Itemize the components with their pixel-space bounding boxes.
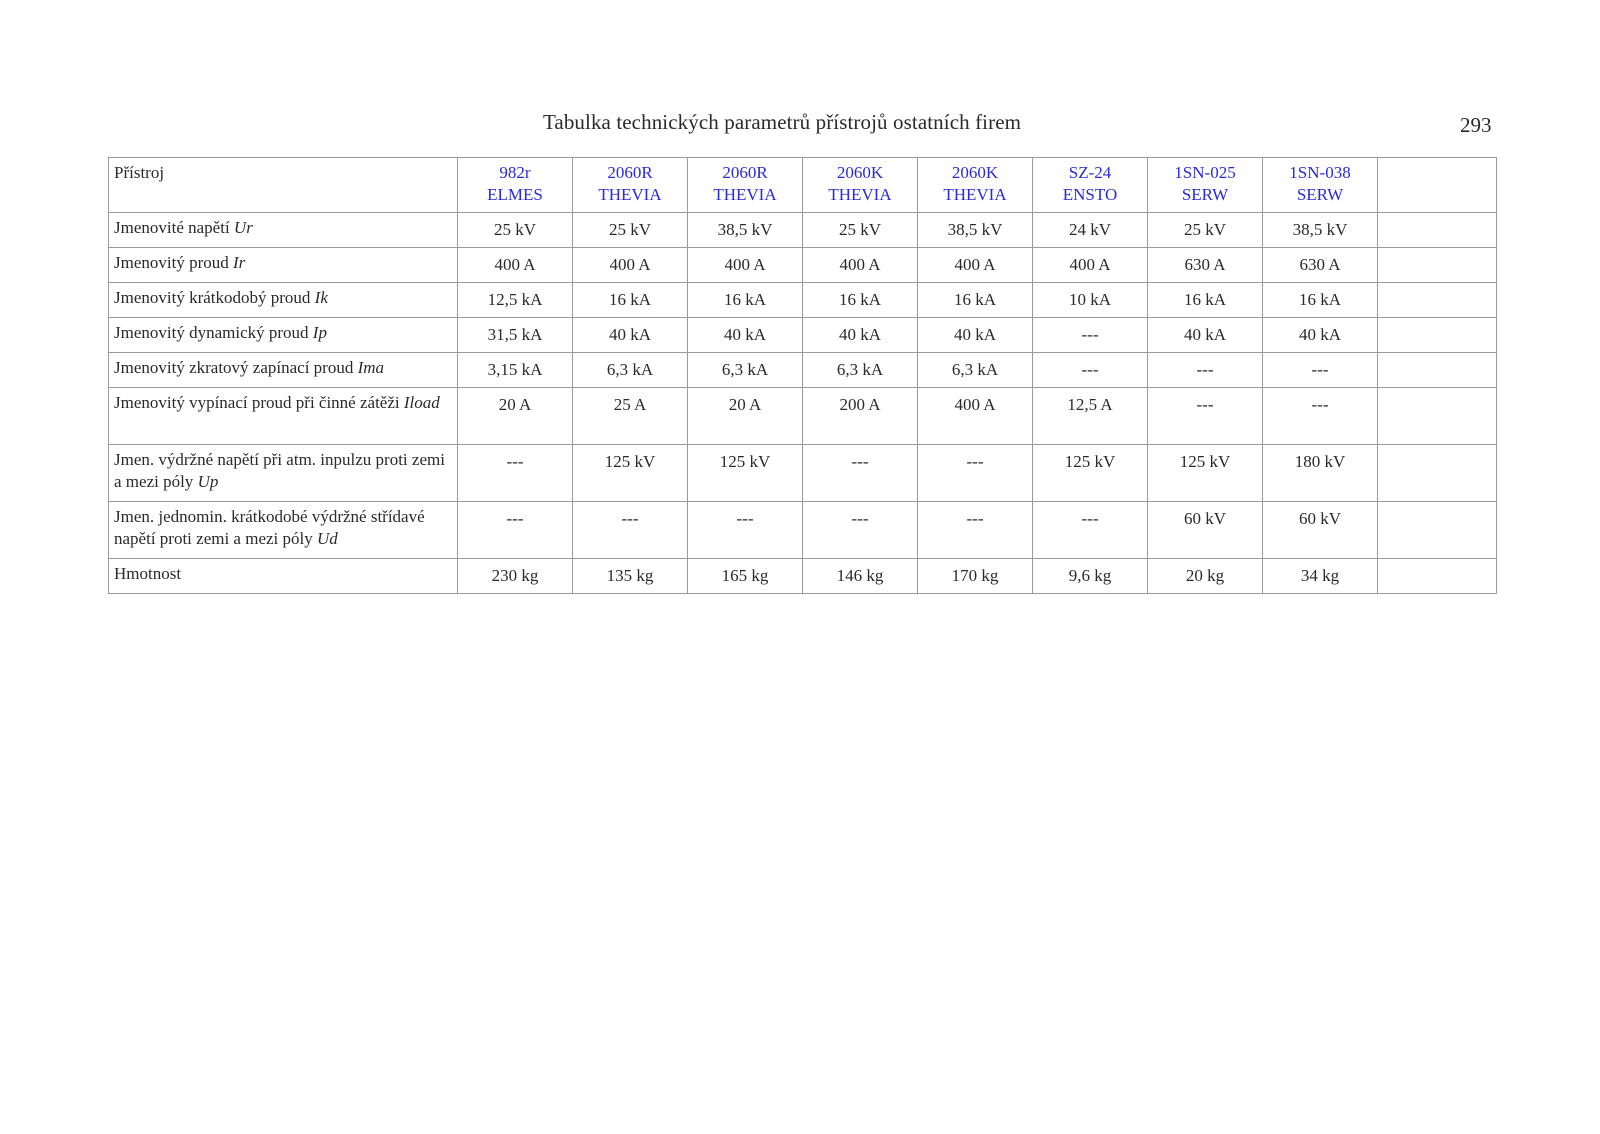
table-cell: 60 kV [1148, 502, 1263, 559]
table-cell: --- [918, 502, 1033, 559]
page-number: 293 [1460, 113, 1492, 137]
table-cell: 3,15 kA [458, 353, 573, 388]
table-cell: --- [1033, 318, 1148, 353]
table-cell: 25 A [573, 388, 688, 445]
table-row [109, 318, 1497, 353]
row-label [109, 213, 458, 248]
row-label [109, 445, 458, 502]
device-header [458, 158, 573, 213]
table-row [109, 283, 1497, 318]
table-cell: 25 kV [458, 213, 573, 248]
device-maker: THEVIA [598, 185, 662, 204]
row-label-text: Jmenovitý proud [114, 253, 229, 272]
table-cell: --- [803, 445, 918, 502]
table-cell: 38,5 kV [688, 213, 803, 248]
table-cell: 34 kg [1263, 559, 1378, 594]
row-label [109, 353, 458, 388]
table-cell: 20 A [688, 388, 803, 445]
empty-cell [1378, 388, 1497, 445]
device-header [688, 158, 803, 213]
table-cell: 400 A [918, 388, 1033, 445]
table-cell: 25 kV [573, 213, 688, 248]
device-model: 2060R [722, 163, 768, 182]
row-label [109, 318, 458, 353]
table-cell: 40 kA [688, 318, 803, 353]
table-cell: 40 kA [1263, 318, 1378, 353]
device-maker: THEVIA [943, 185, 1007, 204]
table-cell: --- [458, 502, 573, 559]
device-maker: ELMES [487, 185, 543, 204]
device-header [1033, 158, 1148, 213]
row-symbol: Up [197, 472, 219, 491]
table-cell: 16 kA [688, 283, 803, 318]
empty-cell [1378, 353, 1497, 388]
empty-cell [1378, 213, 1497, 248]
row-symbol: Ur [233, 218, 253, 237]
row-label-text: Jmenovitý krátkodobý proud [114, 288, 311, 307]
table-cell: 38,5 kV [1263, 213, 1378, 248]
table-cell: --- [918, 445, 1033, 502]
table-cell: --- [803, 502, 918, 559]
table-cell: 24 kV [1033, 213, 1148, 248]
row-label [109, 248, 458, 283]
device-model: 2060K [836, 163, 884, 182]
table-row [109, 559, 1497, 594]
device-maker: THEVIA [828, 185, 892, 204]
table-cell: 40 kA [918, 318, 1033, 353]
table-cell: 6,3 kA [688, 353, 803, 388]
row-label [109, 502, 458, 559]
table-cell: 6,3 kA [918, 353, 1033, 388]
row-label-text: Jmenovitý vypínací proud při činné zátěži [114, 393, 400, 412]
table-row [109, 213, 1497, 248]
row-symbol: Ud [317, 529, 338, 548]
table-cell: 60 kV [1263, 502, 1378, 559]
table-cell: 400 A [1033, 248, 1148, 283]
table-cell: --- [1263, 388, 1378, 445]
empty-cell [1378, 445, 1497, 502]
table-cell: 400 A [918, 248, 1033, 283]
table-cell: 400 A [688, 248, 803, 283]
table-cell: 630 A [1263, 248, 1378, 283]
device-header [1148, 158, 1263, 213]
table-cell: 400 A [803, 248, 918, 283]
table-cell: --- [688, 502, 803, 559]
table-cell: 400 A [573, 248, 688, 283]
table-row [109, 502, 1497, 559]
table-cell: 40 kA [803, 318, 918, 353]
table-cell: 31,5 kA [458, 318, 573, 353]
device-model: 2060R [607, 163, 653, 182]
table-cell: 125 kV [1148, 445, 1263, 502]
row-label-text: Jmenovitý zkratový zapínací proud [114, 358, 354, 377]
row-label-text: Jmen. výdržné napětí při atm. inpulzu proti zemi a mezi póly [114, 450, 445, 491]
row-label-text: Jmenovitý dynamický proud [114, 323, 309, 342]
table-cell: --- [1033, 353, 1148, 388]
header-row [109, 158, 1497, 213]
device-model: 982r [499, 163, 531, 182]
empty-cell [1378, 318, 1497, 353]
table-cell: 6,3 kA [573, 353, 688, 388]
table-cell: 25 kV [1148, 213, 1263, 248]
device-model: 1SN-038 [1289, 163, 1351, 182]
page-title-text: Tabulka technických parametrů přístrojů ostatních firem [542, 110, 1022, 134]
table-cell: 12,5 A [1033, 388, 1148, 445]
empty-cell [1378, 283, 1497, 318]
row-symbol: Iload [403, 393, 440, 412]
device-maker: THEVIA [713, 185, 777, 204]
table-cell: 125 kV [688, 445, 803, 502]
table-cell: 125 kV [573, 445, 688, 502]
device-maker: SERW [1181, 185, 1229, 204]
device-header [918, 158, 1033, 213]
empty-header-cell [1378, 158, 1497, 213]
table-cell: 16 kA [918, 283, 1033, 318]
row-label-text: Jmen. jednomin. krátkodobé výdržné střídavé napětí proti zemi a mezi póly [114, 507, 425, 548]
table-cell: 230 kg [458, 559, 573, 594]
table-cell: --- [1148, 353, 1263, 388]
table-cell: 16 kA [803, 283, 918, 318]
table-cell: 20 A [458, 388, 573, 445]
table-row [109, 248, 1497, 283]
device-header [803, 158, 918, 213]
table-cell: --- [1033, 502, 1148, 559]
empty-cell [1378, 502, 1497, 559]
row-label-text: Jmenovité napětí [114, 218, 230, 237]
device-model: 2060K [951, 163, 999, 182]
row-symbol: Ik [314, 288, 328, 307]
table-cell: --- [458, 445, 573, 502]
table-cell: 165 kg [688, 559, 803, 594]
table-cell: 40 kA [573, 318, 688, 353]
table-cell: 16 kA [1263, 283, 1378, 318]
table-row [109, 388, 1497, 445]
row-symbol: Ip [312, 323, 327, 342]
table-cell: 125 kV [1033, 445, 1148, 502]
device-header [573, 158, 688, 213]
row-label [109, 559, 458, 594]
table-cell: 16 kA [1148, 283, 1263, 318]
corner-label: Přístroj [109, 158, 458, 213]
table-cell: 180 kV [1263, 445, 1378, 502]
row-symbol: Ir [233, 253, 246, 272]
row-label [109, 283, 458, 318]
device-maker: SERW [1296, 185, 1344, 204]
table-cell: 20 kg [1148, 559, 1263, 594]
table-cell: 146 kg [803, 559, 918, 594]
table-cell: 6,3 kA [803, 353, 918, 388]
table-cell: 9,6 kg [1033, 559, 1148, 594]
table-cell: 25 kV [803, 213, 918, 248]
table-cell: 200 A [803, 388, 918, 445]
table-cell: 16 kA [573, 283, 688, 318]
page-title [0, 110, 1600, 135]
device-model: SZ-24 [1068, 163, 1112, 182]
table-cell: 630 A [1148, 248, 1263, 283]
device-header [1263, 158, 1378, 213]
empty-cell [1378, 559, 1497, 594]
table-cell: 135 kg [573, 559, 688, 594]
table-cell: 400 A [458, 248, 573, 283]
table-cell: 170 kg [918, 559, 1033, 594]
table-cell: --- [1263, 353, 1378, 388]
device-maker: ENSTO [1062, 185, 1118, 204]
table-cell: --- [573, 502, 688, 559]
row-symbol: Ima [357, 358, 385, 377]
table-cell: 38,5 kV [918, 213, 1033, 248]
table-cell: --- [1148, 388, 1263, 445]
table-cell: 10 kA [1033, 283, 1148, 318]
table-cell: 12,5 kA [458, 283, 573, 318]
row-label [109, 388, 458, 445]
parameters-table [108, 157, 1497, 594]
table-cell: 40 kA [1148, 318, 1263, 353]
row-label-text: Hmotnost [114, 564, 182, 583]
table-row [109, 353, 1497, 388]
device-model: 1SN-025 [1174, 163, 1236, 182]
table-row [109, 445, 1497, 502]
empty-cell [1378, 248, 1497, 283]
